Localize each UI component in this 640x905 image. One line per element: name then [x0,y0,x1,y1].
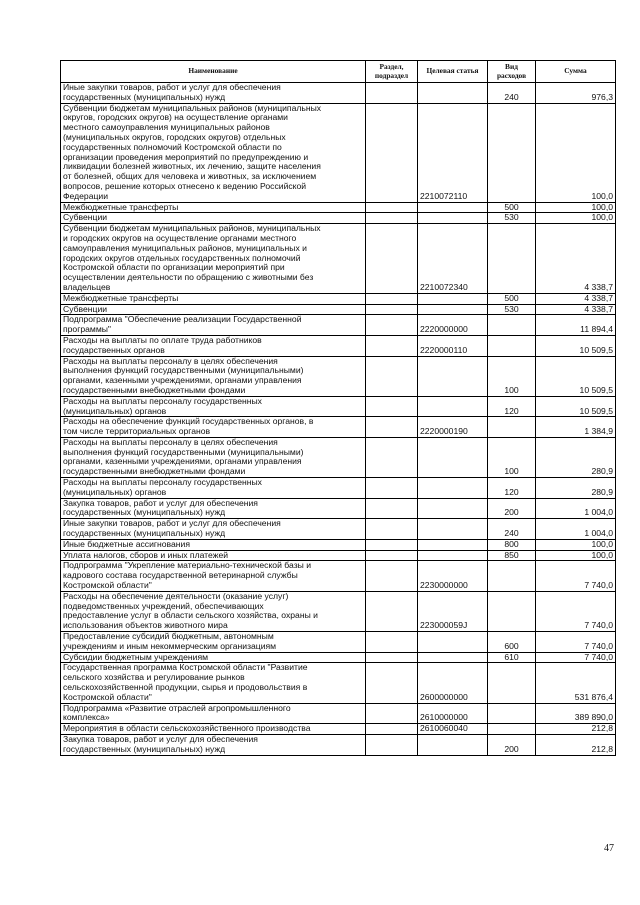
row-name: Субвенции [61,304,366,315]
row-expense-kind: 800 [488,539,536,550]
row-section [366,519,418,540]
table-row [61,663,616,703]
row-section [366,591,418,631]
row-expense-kind: 240 [488,519,536,540]
row-target-code [418,498,488,519]
row-sum: 10 509,5 [536,335,616,356]
row-expense-kind: 500 [488,202,536,213]
row-name: Субвенции бюджетам муниципальных районов (муниципальных округов, городских округов) на осуществление органами местного самоуправления муниципальных районов (муниципальных округов, городских округов) отдельных государственных полномочий Костромской области по организации проведения мероприятий по предупреждению и ликвидации болезней животных, их лечению, защите населения от болезней, общих для человека и животных, за исключением вопросов, решение которых отнесено к ведению Российской Федерации [61,103,366,202]
table-row [61,561,616,591]
row-expense-kind [488,663,536,703]
row-name: Подпрограмма «Развитие отраслей агропромышленного комплекса» [61,703,366,724]
row-target-code: 2220000000 [418,315,488,336]
row-section [366,213,418,224]
table-body [61,83,616,756]
row-expense-kind: 100 [488,356,536,396]
row-target-code [418,293,488,304]
row-section [366,224,418,294]
row-target-code: 2210072340 [418,224,488,294]
row-name: Расходы на выплаты персоналу государственных (муниципальных) органов [61,478,366,499]
row-name: Межбюджетные трансферты [61,202,366,213]
row-expense-kind: 600 [488,632,536,653]
row-target-code [418,478,488,499]
row-name: Межбюджетные трансферты [61,293,366,304]
row-sum: 7 740,0 [536,591,616,631]
row-expense-kind [488,335,536,356]
row-expense-kind [488,103,536,202]
row-name: Уплата налогов, сборов и иных платежей [61,550,366,561]
row-sum: 280,9 [536,478,616,499]
table-row [61,724,616,735]
row-target-code: 2610060040 [418,724,488,735]
row-sum: 389 890,0 [536,703,616,724]
row-sum: 100,0 [536,202,616,213]
header-sum: Сумма [536,61,616,83]
row-expense-kind [488,591,536,631]
row-section [366,703,418,724]
table-row [61,304,616,315]
table-row [61,652,616,663]
row-expense-kind [488,703,536,724]
row-target-code: 2210072110 [418,103,488,202]
row-sum: 976,3 [536,83,616,104]
table-row [61,83,616,104]
row-target-code [418,213,488,224]
row-sum: 4 338,7 [536,293,616,304]
row-expense-kind: 850 [488,550,536,561]
row-expense-kind: 200 [488,498,536,519]
header-name: Наименование [61,61,366,83]
row-sum: 100,0 [536,550,616,561]
row-sum: 11 894,4 [536,315,616,336]
row-section [366,561,418,591]
row-sum: 280,9 [536,437,616,477]
row-sum: 1 004,0 [536,498,616,519]
row-section [366,103,418,202]
row-name: Расходы на выплаты персоналу государственных (муниципальных) органов [61,396,366,417]
row-section [366,396,418,417]
budget-table [60,60,616,756]
row-target-code [418,202,488,213]
row-sum: 7 740,0 [536,561,616,591]
row-section [366,293,418,304]
row-expense-kind: 240 [488,83,536,104]
row-sum: 100,0 [536,213,616,224]
row-expense-kind [488,224,536,294]
row-name: Подпрограмма "Обеспечение реализации Государственной программы" [61,315,366,336]
row-name: Расходы на выплаты персоналу в целях обеспечения выполнения функций государственными (муниципальными) органами, казенными учреждениями, органами управления государственными внебюджетными фондами [61,356,366,396]
row-name: Закупка товаров, работ и услуг для обеспечения государственных (муниципальных) нужд [61,735,366,756]
header-kind: Вид расходов [488,61,536,83]
row-section [366,539,418,550]
table-row [61,591,616,631]
row-sum: 100,0 [536,539,616,550]
row-sum: 531 876,4 [536,663,616,703]
row-expense-kind: 200 [488,735,536,756]
row-name: Иные закупки товаров, работ и услуг для обеспечения государственных (муниципальных) нужд [61,519,366,540]
row-sum: 4 338,7 [536,224,616,294]
row-section [366,652,418,663]
row-target-code [418,519,488,540]
row-target-code: 2610000000 [418,703,488,724]
table-row [61,550,616,561]
row-expense-kind [488,724,536,735]
header-section: Раздел, подраздел [366,61,418,83]
row-target-code: 2220000110 [418,335,488,356]
row-expense-kind [488,417,536,438]
table-row [61,335,616,356]
row-sum: 10 509,5 [536,356,616,396]
table-row [61,202,616,213]
row-target-code [418,539,488,550]
table-row [61,632,616,653]
row-section [366,632,418,653]
row-target-code [418,632,488,653]
row-section [366,437,418,477]
row-name: Иные закупки товаров, работ и услуг для обеспечения государственных (муниципальных) нужд [61,83,366,104]
row-expense-kind: 530 [488,304,536,315]
row-name: Субвенции бюджетам муниципальных районов, муниципальных и городских округов на осуществление органами местного самоуправления муниципальных районов, муниципальных и городских округов отдельных государственных полномочий Костромской области по организации мероприятий при осуществлении деятельности по обращению с животными без владельцев [61,224,366,294]
table-row [61,103,616,202]
row-name: Расходы на обеспечение функций государственных органов, в том числе территориальных органов [61,417,366,438]
table-row [61,437,616,477]
row-sum: 4 338,7 [536,304,616,315]
row-sum: 1 004,0 [536,519,616,540]
row-section [366,663,418,703]
row-name: Расходы на обеспечение деятельности (оказание услуг) подведомственных учреждений, обеспечивающих предоставление услуг в области сельского хозяйства, охраны и использования объектов животного мира [61,591,366,631]
row-sum: 7 740,0 [536,652,616,663]
row-sum: 212,8 [536,735,616,756]
row-name: Государственная программа Костромской области "Развитие сельского хозяйства и регулирование рынков сельскохозяйственной продукции, сырья и продовольствия в Костромской области" [61,663,366,703]
row-target-code: 223000059Ј [418,591,488,631]
row-target-code [418,550,488,561]
row-expense-kind: 530 [488,213,536,224]
row-name: Закупка товаров, работ и услуг для обеспечения государственных (муниципальных) нужд [61,498,366,519]
table-row [61,293,616,304]
row-sum: 7 740,0 [536,632,616,653]
row-name: Субсидии бюджетным учреждениям [61,652,366,663]
table-row [61,417,616,438]
row-section [366,202,418,213]
row-target-code [418,652,488,663]
page-number: 47 [604,843,614,854]
table-row [61,315,616,336]
row-target-code [418,83,488,104]
row-expense-kind: 500 [488,293,536,304]
table-row [61,539,616,550]
header-target: Целевая статья [418,61,488,83]
row-target-code: 2220000190 [418,417,488,438]
row-sum: 10 509,5 [536,396,616,417]
table-row [61,213,616,224]
row-target-code: 2230000000 [418,561,488,591]
row-section [366,356,418,396]
row-section [366,550,418,561]
row-section [366,724,418,735]
table-row [61,356,616,396]
row-name: Субвенции [61,213,366,224]
row-target-code [418,304,488,315]
row-sum: 100,0 [536,103,616,202]
row-name: Расходы на выплаты персоналу в целях обеспечения выполнения функций государственными (муниципальными) органами, казенными учреждениями, органами управления государственными внебюджетными фондами [61,437,366,477]
header-row [61,61,616,83]
row-section [366,335,418,356]
row-section [366,315,418,336]
row-section [366,478,418,499]
table-row [61,396,616,417]
row-expense-kind [488,561,536,591]
row-section [366,735,418,756]
table-row [61,519,616,540]
table-row [61,498,616,519]
row-expense-kind: 610 [488,652,536,663]
table-row [61,224,616,294]
table-header [61,61,616,83]
row-target-code: 2600000000 [418,663,488,703]
row-name: Предоставление субсидий бюджетным, автономным учреждениям и иным некоммерческим организациям [61,632,366,653]
row-expense-kind [488,315,536,336]
row-target-code [418,437,488,477]
row-section [366,498,418,519]
row-name: Иные бюджетные ассигнования [61,539,366,550]
row-expense-kind: 120 [488,478,536,499]
row-name: Подпрограмма "Укрепление материально-технической базы и кадрового состава государственной ветеринарной службы Костромской области" [61,561,366,591]
table-row [61,735,616,756]
row-expense-kind: 100 [488,437,536,477]
row-section [366,417,418,438]
row-sum: 212,8 [536,724,616,735]
row-name: Расходы на выплаты по оплате труда работников государственных органов [61,335,366,356]
row-expense-kind: 120 [488,396,536,417]
row-target-code [418,356,488,396]
row-sum: 1 384,9 [536,417,616,438]
row-target-code [418,396,488,417]
table-row [61,703,616,724]
row-name: Мероприятия в области сельскохозяйственного производства [61,724,366,735]
row-section [366,83,418,104]
table-row [61,478,616,499]
row-target-code [418,735,488,756]
row-section [366,304,418,315]
